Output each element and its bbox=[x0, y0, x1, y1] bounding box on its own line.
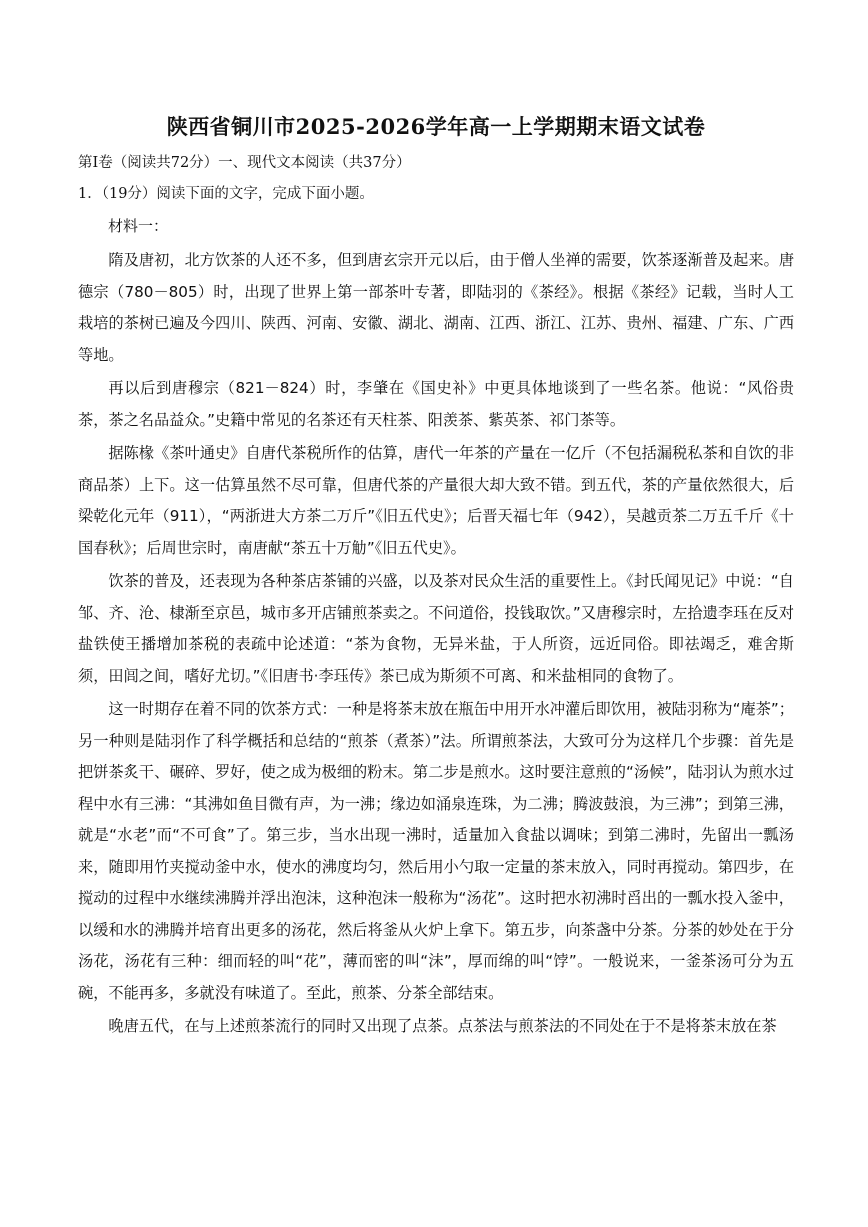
exam-page bbox=[78, 112, 794, 1045]
question-prompt: 1．（19分）阅读下面的文字，完成下面小题。 bbox=[78, 186, 374, 202]
paragraph: 晚唐五代，在与上述煎茶流行的同时又出现了点茶。点茶法与煎茶法的不同处在于不是将茶末放在茶 bbox=[108, 1017, 777, 1035]
paragraph: 这一时期存在着不同的饮茶方式：一种是将茶末放在瓶缶中用开水冲灌后即饮用，被陆羽称为“庵茶”；另一种则是陆羽作了科学概括和总结的“煎茶（煮茶）”法。所谓煎茶法，大致可分为这样几个步骤：首先是把饼茶炙干、碾碎、罗好，使之成为极细的粉末。第二步是煎水。这时要注意煎的“汤候”，陆羽认为煎水过程中水有三沸：“其沸如鱼目微有声，为一沸；缘边如涌泉连珠，为二沸；腾波鼓浪，为三沸”；到第三沸，就是“水老”而“不可食”了。第三步，当水出现一沸时，适量加入食盐以调味；到第二沸时，先留出一瓢汤来，随即用竹夹搅动釜中水，使水的沸度均匀，然后用小勺取一定量的茶末放入，同时再搅动。第四步，在搅动的过程中水继续沸腾并浮出泡沫，这种泡沫一般称为“汤花”。这时把水初沸时舀出的一瓢水投入釜中，以缓和水的沸腾并培育出更多的汤花，然后将釜从火炉上拿下。第五步，向茶盏中分茶。分茶的妙处在于分汤花，汤花有三种：细而轻的叫“花”，薄而密的叫“沫”，厚而绵的叫“饽”。一般说来，一釜茶汤可分为五碗，不能再多，多就没有味道了。至此，煎茶、分茶全部结束。 bbox=[78, 700, 794, 1002]
paragraph: 再以后到唐穆宗（821－824）时，李肇在《国史补》中更具体地谈到了一些名茶。他说：“风俗贵茶，茶之名品益众。”史籍中常见的名茶还有天柱茶、阳羡茶、紫英茶、祁门茶等。 bbox=[78, 379, 794, 429]
paragraph: 据陈椽《茶叶通史》自唐代茶税所作的估算，唐代一年茶的产量在一亿斤（不包括漏税私茶和自饮的非商品茶）上下。这一估算虽然不尽可靠，但唐代茶的产量很大却大致不错。到五代，茶的产量依然很大，后梁乾化元年（911），“两浙进大方茶二万斤”《旧五代史》；后晋天福七年（942），吴越贡茶二万五千斤《十国春秋》；后周世宗时，南唐献“茶五十万觔”《旧五代史》。 bbox=[78, 444, 794, 557]
section-heading: 第Ⅰ卷（阅读共72分）一、现代文本阅读（共37分） bbox=[78, 155, 411, 171]
exam-title: 陕西省铜川市2025-2026学年高一上学期期末语文试卷 bbox=[166, 114, 706, 139]
paragraph: 饮茶的普及，还表现为各种茶店茶铺的兴盛，以及茶对民众生活的重要性上。《封氏闻见记》中说：“自邹、齐、沧、棣渐至京邑，城市多开店铺煎茶卖之。不问道俗，投钱取饮。”又唐穆宗时，左拾遗李珏在反对盐铁使王播增加茶税的表疏中论述道：“茶为食物，无异米盐，于人所资，远近同俗。即祛竭乏，难舍斯须，田闾之间，嗜好尤切。”《旧唐书·李珏传》茶已成为斯须不可离、和米盐相同的食物了。 bbox=[78, 572, 794, 685]
material-label: 材料一： bbox=[108, 217, 169, 235]
paragraph: 隋及唐初，北方饮茶的人还不多，但到唐玄宗开元以后，由于僧人坐禅的需要，饮茶逐渐普及起来。唐德宗（780－805）时，出现了世界上第一部茶叶专著，即陆羽的《茶经》。根据《茶经》记载，当时人工栽培的茶树已遍及今四川、陕西、河南、安徽、湖北、湖南、江西、浙江、江苏、贵州、福建、广东、广西等地。 bbox=[78, 251, 794, 364]
